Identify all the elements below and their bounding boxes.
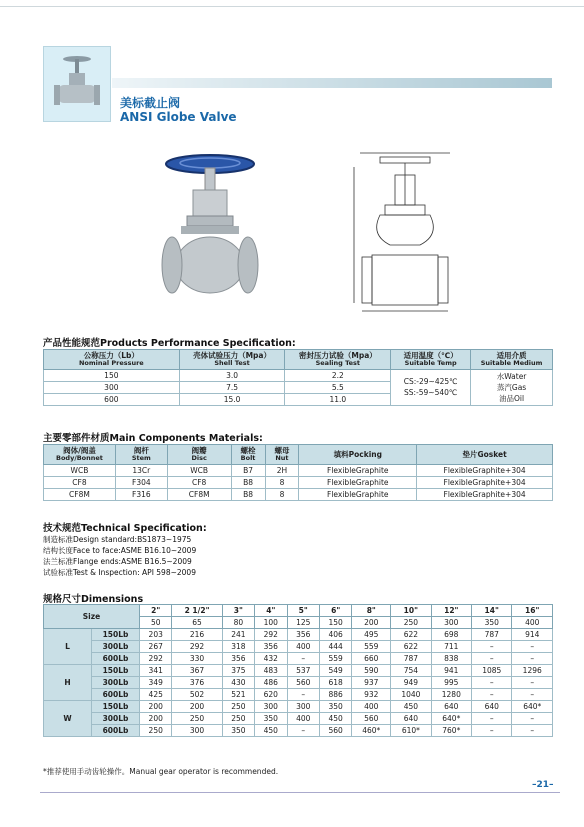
table-cell: 356: [287, 629, 319, 641]
size-inch-header: 8": [352, 605, 391, 617]
perf-header: 公称压力（Lb） Nominal Pressure: [44, 350, 180, 370]
materials-table: [43, 444, 553, 501]
table-cell: 787: [391, 653, 431, 665]
table-cell: 760*: [431, 725, 471, 737]
table-cell: 8: [265, 488, 299, 500]
table-cell: 914: [512, 629, 553, 641]
table-cell: 216: [172, 629, 222, 641]
table-row: [44, 677, 553, 689]
table-cell: CF8: [44, 476, 116, 488]
table-cell: 200: [140, 713, 172, 725]
pressure-class-label: 150Lb: [92, 701, 140, 713]
tech-line: 试验标准Test & Inspection: API 598~2009: [43, 568, 196, 577]
table-row: [44, 653, 553, 665]
pressure-class-label: 600Lb: [92, 653, 140, 665]
materials-heading: 主要零部件材质Main Components Materials:: [43, 433, 263, 444]
table-cell: –: [472, 677, 512, 689]
size-mm-header: 200: [352, 617, 391, 629]
page-number: –21–: [532, 780, 554, 790]
table-cell: 292: [172, 641, 222, 653]
tech-line: 制造标准Design standard:BS1873~1975: [43, 535, 192, 544]
materials-header: 阀瓣 Disc: [167, 445, 231, 465]
table-row: [44, 464, 553, 476]
table-cell: CF8M: [167, 488, 231, 500]
table-cell: 450: [391, 701, 431, 713]
table-cell: 292: [255, 629, 287, 641]
table-cell: 610*: [391, 725, 431, 737]
page-title-cn: 美标截止阀: [120, 96, 181, 110]
table-cell: 13Cr: [115, 464, 167, 476]
table-cell: 375: [222, 665, 254, 677]
table-cell: –: [512, 689, 553, 701]
table-cell: 350: [255, 713, 287, 725]
table-cell: 406: [319, 629, 351, 641]
perf-header: 适用温度（℃） Suitable Temp: [391, 350, 471, 370]
pressure-class-label: 300Lb: [92, 713, 140, 725]
table-cell: FlexibleGraphite: [299, 464, 417, 476]
table-cell: 250: [140, 725, 172, 737]
table-cell: 698: [431, 629, 471, 641]
pressure-class-label: 150Lb: [92, 629, 140, 641]
suitable-medium-cell: 水Water 蒸汽Gas 油品Oil: [471, 369, 553, 405]
size-mm-header: 350: [472, 617, 512, 629]
table-row: [44, 369, 553, 381]
materials-header: 填料Pocking: [299, 445, 417, 465]
table-cell: WCB: [44, 464, 116, 476]
tech-line: 法兰标准Flange ends:ASME B16.5~2009: [43, 557, 192, 566]
table-cell: 250: [222, 713, 254, 725]
table-cell: 1296: [512, 665, 553, 677]
table-cell: 11.0: [285, 393, 391, 405]
size-inch-header: 16": [512, 605, 553, 617]
table-cell: 444: [319, 641, 351, 653]
size-mm-header: 250: [391, 617, 431, 629]
table-cell: –: [287, 725, 319, 737]
table-cell: 1085: [472, 665, 512, 677]
globe-valve-photo: [155, 150, 265, 310]
top-rule: [0, 6, 584, 7]
materials-header: 阀杆 Stem: [115, 445, 167, 465]
table-cell: 367: [172, 665, 222, 677]
table-cell: 486: [255, 677, 287, 689]
table-cell: 483: [255, 665, 287, 677]
table-cell: 495: [352, 629, 391, 641]
table-cell: 318: [222, 641, 254, 653]
table-cell: 200: [172, 701, 222, 713]
table-cell: 300: [44, 381, 180, 393]
table-cell: WCB: [167, 464, 231, 476]
size-header: Size: [44, 605, 140, 629]
suitable-temp-cell: CS:-29~425℃ SS:-59~540℃: [391, 369, 471, 405]
size-mm-header: 100: [255, 617, 287, 629]
table-cell: 640*: [512, 701, 553, 713]
table-cell: F304: [115, 476, 167, 488]
table-cell: 350: [222, 725, 254, 737]
table-cell: –: [472, 713, 512, 725]
table-cell: 886: [319, 689, 351, 701]
header-valve-thumbnail: [43, 46, 111, 122]
table-cell: 267: [140, 641, 172, 653]
table-cell: 622: [391, 629, 431, 641]
table-cell: 711: [431, 641, 471, 653]
table-cell: 937: [352, 677, 391, 689]
table-cell: 349: [140, 677, 172, 689]
size-inch-header: 2 1/2": [172, 605, 222, 617]
table-cell: 502: [172, 689, 222, 701]
table-cell: –: [287, 689, 319, 701]
dimension-group-label: L: [44, 629, 92, 665]
size-mm-header: 125: [287, 617, 319, 629]
table-cell: 250: [222, 701, 254, 713]
table-cell: 376: [172, 677, 222, 689]
table-cell: 620: [255, 689, 287, 701]
table-cell: 521: [222, 689, 254, 701]
table-cell: –: [472, 725, 512, 737]
size-inch-header: 2": [140, 605, 172, 617]
valve-dimension-drawing: [350, 145, 460, 315]
table-cell: 600: [44, 393, 180, 405]
dimension-group-label: H: [44, 665, 92, 701]
perf-header: 壳体试验压力（Mpa） Shell Test: [179, 350, 285, 370]
table-cell: 640: [431, 701, 471, 713]
table-cell: 640: [472, 701, 512, 713]
table-cell: 300: [255, 701, 287, 713]
size-inch-header: 14": [472, 605, 512, 617]
table-row: [44, 701, 553, 713]
table-cell: B8: [231, 488, 265, 500]
table-cell: –: [287, 653, 319, 665]
table-cell: FlexibleGraphite+304: [417, 488, 553, 500]
table-cell: –: [472, 689, 512, 701]
table-row: [44, 713, 553, 725]
table-cell: 537: [287, 665, 319, 677]
table-cell: 8: [265, 476, 299, 488]
size-mm-header: 80: [222, 617, 254, 629]
table-cell: FlexibleGraphite: [299, 488, 417, 500]
size-inch-header: 4": [255, 605, 287, 617]
table-cell: –: [472, 653, 512, 665]
table-cell: 590: [352, 665, 391, 677]
table-cell: 425: [140, 689, 172, 701]
pressure-class-label: 600Lb: [92, 689, 140, 701]
dims-heading: 规格尺寸Dimensions: [43, 594, 144, 605]
table-cell: 941: [431, 665, 471, 677]
size-mm-header: 400: [512, 617, 553, 629]
table-row: [44, 629, 553, 641]
table-row: [44, 725, 553, 737]
perf-heading: 产品性能规范Products Performance Specification:: [43, 338, 296, 349]
table-cell: 559: [319, 653, 351, 665]
table-cell: CF8M: [44, 488, 116, 500]
table-cell: 450: [319, 713, 351, 725]
table-row: [44, 689, 553, 701]
size-inch-header: 3": [222, 605, 254, 617]
table-cell: –: [472, 641, 512, 653]
table-cell: 838: [431, 653, 471, 665]
table-cell: 932: [352, 689, 391, 701]
table-cell: 150: [44, 369, 180, 381]
perf-header: 密封压力试验（Mpa） Sealing Test: [285, 350, 391, 370]
size-mm-header: 65: [172, 617, 222, 629]
table-cell: 559: [352, 641, 391, 653]
table-cell: –: [512, 641, 553, 653]
table-cell: 3.0: [179, 369, 285, 381]
table-cell: 549: [319, 665, 351, 677]
table-cell: 787: [472, 629, 512, 641]
size-mm-header: 300: [431, 617, 471, 629]
materials-header: 阀体/阀盖 Body/Bonnet: [44, 445, 116, 465]
pressure-class-label: 150Lb: [92, 665, 140, 677]
table-cell: 560: [287, 677, 319, 689]
table-cell: 618: [319, 677, 351, 689]
table-cell: 15.0: [179, 393, 285, 405]
footnote: *推荐使用手动齿轮操作。Manual gear operator is recommended.: [43, 767, 279, 776]
table-cell: B8: [231, 476, 265, 488]
table-cell: 241: [222, 629, 254, 641]
table-cell: 622: [391, 641, 431, 653]
size-inch-header: 12": [431, 605, 471, 617]
table-cell: –: [512, 677, 553, 689]
table-row: [44, 665, 553, 677]
table-cell: 640*: [431, 713, 471, 725]
dimensions-table: [43, 604, 553, 737]
size-mm-header: 50: [140, 617, 172, 629]
table-cell: 330: [172, 653, 222, 665]
table-cell: 200: [140, 701, 172, 713]
pressure-class-label: 300Lb: [92, 641, 140, 653]
table-cell: CF8: [167, 476, 231, 488]
table-cell: 949: [391, 677, 431, 689]
pressure-class-label: 600Lb: [92, 725, 140, 737]
table-cell: FlexibleGraphite: [299, 476, 417, 488]
performance-table: [43, 349, 553, 406]
table-cell: 400: [287, 641, 319, 653]
table-cell: B7: [231, 464, 265, 476]
table-cell: –: [512, 653, 553, 665]
materials-header: 螺栓 Bolt: [231, 445, 265, 465]
table-cell: 430: [222, 677, 254, 689]
size-inch-header: 10": [391, 605, 431, 617]
table-cell: 660: [352, 653, 391, 665]
dimension-group-label: W: [44, 701, 92, 737]
table-cell: 754: [391, 665, 431, 677]
table-cell: 341: [140, 665, 172, 677]
table-cell: 292: [140, 653, 172, 665]
table-cell: 356: [255, 641, 287, 653]
table-cell: 640: [391, 713, 431, 725]
table-cell: 203: [140, 629, 172, 641]
table-cell: 2.2: [285, 369, 391, 381]
table-cell: 7.5: [179, 381, 285, 393]
table-cell: 560: [319, 725, 351, 737]
size-inch-header: 5": [287, 605, 319, 617]
table-cell: FlexibleGraphite+304: [417, 476, 553, 488]
table-cell: 1280: [431, 689, 471, 701]
table-cell: 460*: [352, 725, 391, 737]
page-title-en: ANSI Globe Valve: [120, 110, 237, 124]
materials-header: 螺母 Nut: [265, 445, 299, 465]
table-cell: 300: [287, 701, 319, 713]
pressure-class-label: 300Lb: [92, 677, 140, 689]
table-cell: 300: [172, 725, 222, 737]
table-cell: 356: [222, 653, 254, 665]
table-cell: 5.5: [285, 381, 391, 393]
table-row: [44, 488, 553, 500]
table-cell: 450: [255, 725, 287, 737]
size-mm-header: 150: [319, 617, 351, 629]
table-cell: –: [512, 713, 553, 725]
table-cell: 432: [255, 653, 287, 665]
table-cell: 2H: [265, 464, 299, 476]
perf-header: 适用介质 Suitable Medium: [471, 350, 553, 370]
table-cell: 560: [352, 713, 391, 725]
table-cell: 250: [172, 713, 222, 725]
tech-line: 结构长度Face to face:ASME B16.10~2009: [43, 546, 197, 555]
table-cell: 1040: [391, 689, 431, 701]
size-inch-header: 6": [319, 605, 351, 617]
header-band: [112, 78, 552, 88]
table-cell: 995: [431, 677, 471, 689]
table-cell: FlexibleGraphite+304: [417, 464, 553, 476]
table-cell: 400: [287, 713, 319, 725]
tech-heading: 技术规范Technical Specification:: [43, 523, 207, 534]
table-cell: 350: [319, 701, 351, 713]
table-row: [44, 476, 553, 488]
table-cell: –: [512, 725, 553, 737]
table-row: [44, 641, 553, 653]
table-cell: F316: [115, 488, 167, 500]
bottom-rule: [40, 792, 560, 793]
table-cell: 400: [352, 701, 391, 713]
materials-header: 垫片Gosket: [417, 445, 553, 465]
